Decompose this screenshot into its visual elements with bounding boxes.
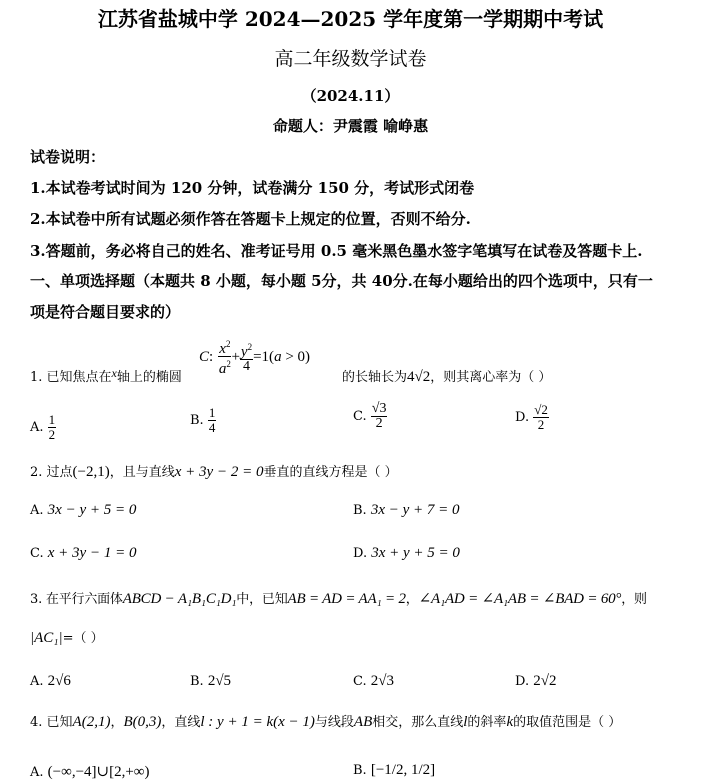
question-1-cont: 的长轴长为4√2，则其离心率为（ ） (342, 369, 552, 385)
question-1: 1. 已知焦点在x轴上的椭圆 (30, 366, 182, 385)
q1-option-c[interactable]: C. $\frac{√3}{2}$ (353, 401, 387, 431)
q4-option-b[interactable]: B. [−1/2, 1/2] (353, 762, 436, 778)
q3-option-a[interactable]: A. 2√6 (30, 673, 71, 689)
q1-option-a[interactable]: A. $\frac{1}{2}$ (30, 412, 56, 442)
q1-option-b[interactable]: B. $\frac{1}{4}$ (190, 405, 216, 435)
q2-option-a[interactable]: A. 3x − y + 5 = 0 (30, 502, 137, 518)
instruction-item: 1.本试卷考试时间为 120 分钟，试卷满分 150 分，考试形式闭卷 (30, 179, 475, 197)
question-3-cont: |AC₁|=（ ） (30, 630, 104, 646)
question-3: 3. 在平行六面体ABCD − A₁B₁C₁D₁中，已知AB = AD = AA₁ = 2，∠A₁AD = ∠A₁AB = ∠BAD = 60°，则 (30, 591, 647, 607)
section-heading-cont: 项是符合题目要求的） (30, 303, 181, 321)
q2-option-b[interactable]: B. 3x − y + 7 = 0 (353, 502, 460, 518)
q1-option-d[interactable]: D. $\frac{√2}{2}$ (515, 402, 548, 432)
q3-option-c[interactable]: C. 2√3 (353, 673, 394, 689)
exam-subtitle: 高二年级数学试卷 (274, 48, 427, 70)
exam-date: （2024.11） (301, 87, 400, 105)
instruction-item: 2.本试卷中所有试题必须作答在答题卡上规定的位置，否则不给分. (30, 210, 471, 228)
q4-option-a[interactable]: A. (−∞,−4]∪[2,+∞) (30, 764, 150, 780)
question-2: 2. 过点(−2,1)，且与直线x + 3y − 2 = 0垂直的直线方程是（ ） (30, 464, 398, 480)
q2-option-d[interactable]: D. 3x + y + 5 = 0 (353, 545, 460, 561)
q2-option-c[interactable]: C. x + 3y − 1 = 0 (30, 545, 137, 561)
section-heading: 一、单项选择题（本题共 8 小题，每小题 5分，共 40分.在每小题给出的四个选项中，只有一 (30, 272, 653, 290)
question-4: 4. 已知A(2,1)，B(0,3)，直线l : y + 1 = k(x − 1)与线段AB相交，那么直线l的斜率k的取值范围是（ ） (30, 714, 622, 730)
exam-authors: 命题人：尹震霞 喻峥惠 (272, 117, 429, 135)
instructions-heading: 试卷说明： (30, 148, 106, 166)
exam-title: 江苏省盐城中学 2024—2025 学年度第一学期期中考试 (97, 7, 604, 31)
ellipse-equation: C: $\frac{x^2}{a^2}$ + $\frac{y^2}{4}$ =1(a > 0) (199, 339, 311, 377)
q3-option-d[interactable]: D. 2√2 (515, 673, 557, 689)
q3-option-b[interactable]: B. 2√5 (190, 673, 232, 689)
instruction-item: 3.答题前，务必将自己的姓名、准考证号用 0.5 毫米黑色墨水签字笔填写在试卷及答题卡上. (30, 242, 643, 260)
